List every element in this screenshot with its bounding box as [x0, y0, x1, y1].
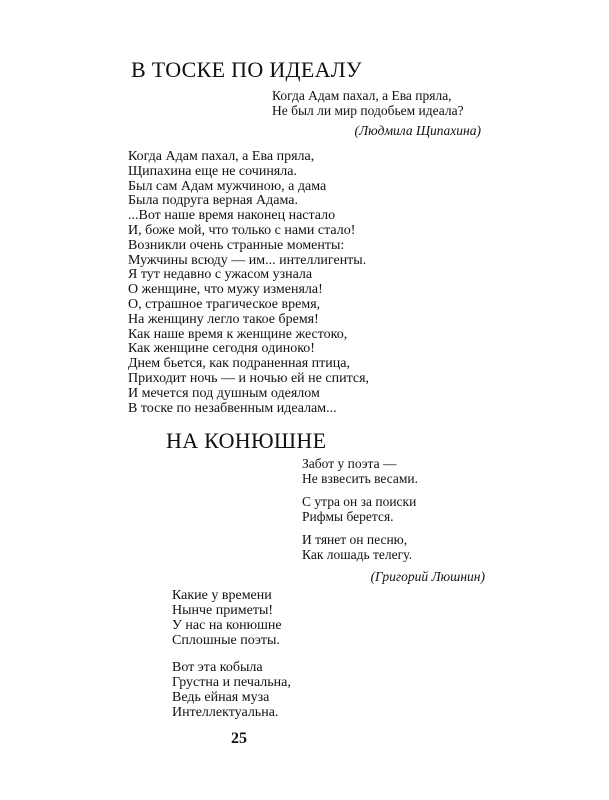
- poem-body: [172, 588, 291, 732]
- poem-line: У нас на конюшне: [172, 618, 282, 633]
- poem-line: ...Вот наше время наконец настало: [128, 208, 336, 224]
- epigraph-line: Не взвесить весами.: [302, 471, 419, 486]
- epigraph-attribution: (Людмила Щипахина): [354, 123, 481, 138]
- poem-line: Грустна и печальна,: [172, 675, 291, 690]
- epigraph-line: Не был ли мир подобьем идеала?: [272, 103, 464, 118]
- poem-body: [128, 150, 369, 416]
- epigraph-attribution: (Григорий Люшнин): [370, 569, 485, 584]
- poem-line: Был сам Адам мужчиною, а дама: [128, 178, 327, 194]
- epigraph-line: И тянет он песню,: [302, 532, 408, 547]
- epigraph-line: Рифмы берется.: [302, 509, 394, 524]
- epigraph: [302, 456, 418, 570]
- poem-title: НА КОНЮШНЕ: [166, 428, 327, 453]
- poem-line: Когда Адам пахал, а Ева пряла,: [128, 149, 315, 164]
- epigraph-stanza: [302, 532, 418, 562]
- poem-line: Днем бьется, как подраненная птица,: [128, 356, 350, 372]
- poem-line: Приходит ночь — и ночью ей не спится,: [128, 370, 370, 386]
- poem-stanza: [172, 588, 291, 648]
- poem-line: Мужчины всюду — им... интеллигенты.: [128, 252, 367, 268]
- epigraph-line: С утра он за поиски: [302, 494, 417, 509]
- poem-line: Интеллектуальна.: [172, 705, 279, 720]
- page-number: 25: [231, 730, 247, 747]
- poem-line: Ведь ейная муза: [172, 690, 270, 705]
- epigraph-stanza: [302, 456, 418, 486]
- poem-title: В ТОСКЕ ПО ИДЕАЛУ: [131, 57, 362, 82]
- epigraph-line: Как лошадь телегу.: [302, 547, 412, 562]
- poem-line: В тоске по незабвенным идеалам...: [128, 400, 337, 416]
- poem-line: О женщине, что мужу изменяла!: [128, 282, 323, 298]
- poem-line: Нынче приметы!: [172, 603, 274, 618]
- poem-line: На женщину легло такое бремя!: [128, 311, 319, 327]
- poem-line: Возникли очень странные моменты:: [128, 237, 345, 253]
- poem-line: Как наше время к женщине жестоко,: [128, 326, 348, 342]
- epigraph: [272, 88, 464, 118]
- poem-stanza: [172, 660, 291, 720]
- epigraph-line: Когда Адам пахал, а Ева пряла,: [272, 88, 452, 103]
- poem-line: И мечется под душным одеялом: [128, 385, 320, 401]
- poem-line: И, боже мой, что только с нами стало!: [128, 222, 356, 238]
- epigraph-stanza: [302, 494, 418, 524]
- poem-line: Щипахина еще не сочиняла.: [128, 163, 297, 179]
- epigraph-line: Забот у поэта —: [302, 456, 397, 471]
- poem-line: Сплошные поэты.: [172, 633, 280, 648]
- poem-line: О, страшное трагическое время,: [128, 296, 321, 312]
- poem-line: Я тут недавно с ужасом узнала: [128, 267, 313, 283]
- poem-line: Какие у времени: [172, 588, 272, 603]
- poem-line: Как женщине сегодня одиноко!: [128, 341, 315, 357]
- poem-line: Вот эта кобыла: [172, 660, 263, 675]
- poem-line: Была подруга верная Адама.: [128, 193, 298, 209]
